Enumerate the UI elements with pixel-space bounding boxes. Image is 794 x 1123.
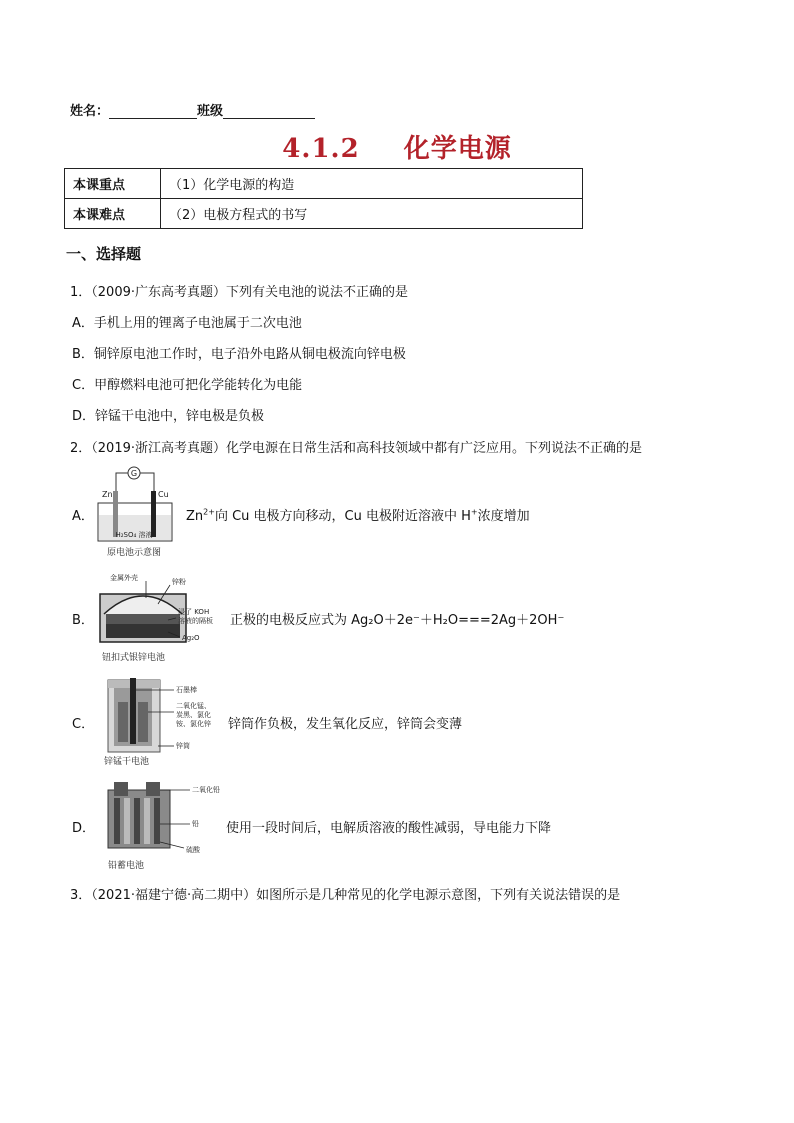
figure-caption: 原电池示意图 xyxy=(106,548,162,558)
pb-label: 铅 xyxy=(192,820,199,828)
ag2o-label: Ag₂O xyxy=(182,634,200,642)
q1-option-d[interactable]: D．锌锰干电池中，锌电极是负极 xyxy=(72,409,265,424)
q2-option-d-text[interactable]: 使用一段时间后，电解质溶液的酸性减弱，导电能力下降 xyxy=(226,821,552,836)
shell-label: 金属外壳 xyxy=(110,574,138,582)
h-charge: + xyxy=(470,507,478,517)
separator-label-1: 浸了 KOH xyxy=(178,608,210,616)
dry-cell-diagram xyxy=(100,672,230,770)
figure-caption: 钮扣式银锌电池 xyxy=(102,653,166,663)
question-2-stem: 2．（2019·浙江高考真题）化学电源在日常生活和高科技领域中都有广泛应用。下列说法不正确的是 xyxy=(70,441,642,456)
mix-label-3: 铵、氯化锌 xyxy=(176,720,211,728)
rod-label: 石墨棒 xyxy=(176,686,197,694)
q1-option-c[interactable]: C．甲醇燃料电池可把化学能转化为电能 xyxy=(72,378,303,393)
difficulty-head: 本课难点 xyxy=(65,199,161,229)
mix-label-2: 炭黑、氯化 xyxy=(176,711,211,719)
name-blank[interactable] xyxy=(109,104,197,119)
figure-caption: 铅蓄电池 xyxy=(108,861,145,871)
name-label: 姓名： xyxy=(70,104,110,119)
zn-ion: Zn xyxy=(186,509,204,524)
zn-electrode-label: Zn xyxy=(102,490,113,499)
table-row xyxy=(65,169,583,199)
student-info-line xyxy=(70,100,315,119)
lead-acid-battery-diagram xyxy=(100,776,220,872)
difficulty-content: （2）电极方程式的书写 xyxy=(161,199,583,229)
zn-charge: 2+ xyxy=(203,507,215,517)
q1-option-b[interactable]: B．铜锌原电池工作时，电子沿外电路从铜电极流向锌电极 xyxy=(72,347,406,362)
section-heading: 一、选择题 xyxy=(66,245,142,263)
button-cell-diagram xyxy=(98,570,228,668)
class-blank[interactable] xyxy=(223,104,315,119)
key-head: 本课重点 xyxy=(65,169,161,199)
pbo2-label: 二氧化铅 xyxy=(192,786,220,794)
q2-option-b-text[interactable]: 正极的电极反应式为 Ag₂O＋2e⁻＋H₂O===2Ag＋2OH⁻ xyxy=(230,613,565,628)
mix-label-1: 二氧化锰、 xyxy=(176,702,211,710)
figure-caption: 锌锰干电池 xyxy=(104,757,150,767)
galvanometer-label: G xyxy=(130,469,138,478)
key-content: （1）化学电源的构造 xyxy=(161,169,583,199)
question-3-stem: 3．（2021·福建宁德·高二期中）如图所示是几种常见的化学电源示意图，下列有关说法错误的是 xyxy=(70,888,621,903)
q2-option-c-text[interactable]: 锌筒作负极，发生氧化反应，锌筒会变薄 xyxy=(228,717,463,732)
acid-label: 硫酸 xyxy=(186,846,200,854)
table-row xyxy=(65,199,583,229)
class-label: 班级 xyxy=(197,104,224,119)
can-label: 锌筒 xyxy=(176,742,190,750)
cu-electrode-label: Cu xyxy=(158,490,169,499)
q2-option-a-letter[interactable]: A． xyxy=(72,509,94,524)
option-a-body: 向 Cu 电极方向移动，Cu 电极附近溶液中 H xyxy=(214,509,471,524)
lesson-number: 4.1.2 xyxy=(282,134,360,164)
q2-option-d-letter[interactable]: D． xyxy=(72,821,96,836)
separator-label-2: 溶液的隔板 xyxy=(178,617,213,625)
q1-option-a[interactable]: A．手机上用的锂离子电池属于二次电池 xyxy=(72,316,302,331)
option-a-end: 浓度增加 xyxy=(477,509,530,524)
question-1-stem: 1．（2009·广东高考真题）下列有关电池的说法不正确的是 xyxy=(70,285,408,300)
q2-option-b-letter[interactable]: B． xyxy=(72,613,94,628)
page-title xyxy=(0,128,794,165)
lesson-title: 化学电源 xyxy=(403,134,512,164)
key-points-table xyxy=(64,168,583,229)
zinc-powder-label: 锌粉 xyxy=(172,578,186,586)
q2-option-a-text[interactable] xyxy=(186,505,530,524)
galvanic-cell-diagram xyxy=(94,465,182,561)
q2-option-c-letter[interactable]: C． xyxy=(72,717,95,732)
solution-label: H₂SO₄ 溶液 xyxy=(115,531,153,539)
